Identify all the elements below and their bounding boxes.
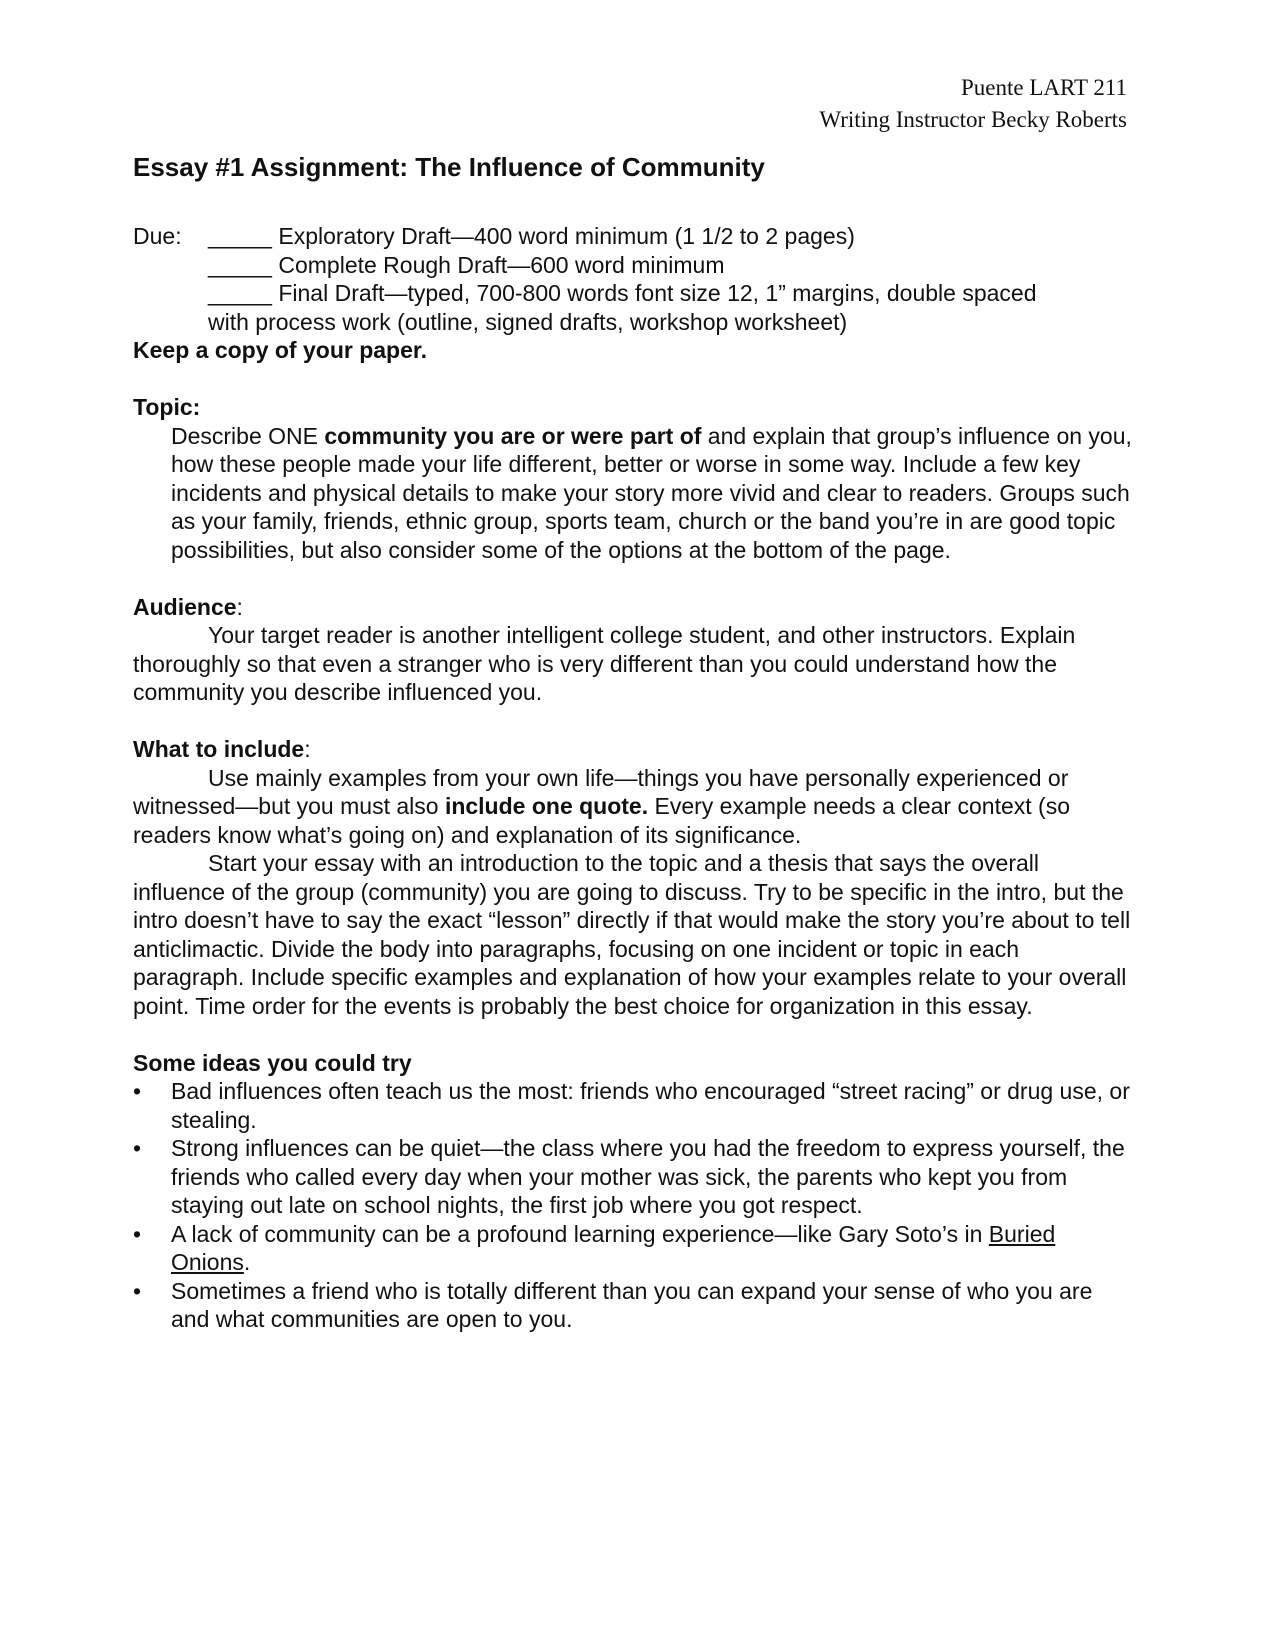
list-item: • Bad influences often teach us the most: friends who encouraged “street racing” or drug use, or stealing. (133, 1078, 1130, 1133)
due-blank: _____ (208, 251, 272, 278)
include-paragraph-2: Start your essay with an introduction to the topic and a thesis that says the overall influence of the group (community) you are going to discuss. Try to be specific in the intro, but the intro doesn’t have to say the exact “lesson” directly if that would make the story you’re about to tell anticlimactic. Divide the body into paragraphs, focusing on one incident or topic in each paragraph. Include specific examples and explanation of how your examples relate to your overall point. Time order for the events is probably the best choice for organization in this essay. (133, 850, 1131, 1019)
include-heading-line: What to include: (133, 736, 311, 762)
topic-rest: and explain that group’s influence on you, how these people made your life different, better or worse in some way. Include a few key incidents and physical details to make your story more vivid and clear to readers. Groups such as your family, friends, ethnic group, sports team, church or the band you’re in are good topic possibilities, but also consider some of the options at the bottom of the page. (171, 422, 1132, 563)
instructor-name: Writing Instructor Becky Roberts (819, 107, 1127, 132)
audience-body: Your target reader is another intelligent college student, and other instructors. Explain thoroughly so that even a stranger who is very different than you could understand how the community you describe influenced you. (133, 622, 1076, 705)
course-header (819, 72, 1127, 136)
list-item: • Strong influences can be quiet—the class where you had the freedom to express yourself, the friends who called every day when your mother was sick, the parents who kept you from staying out late on school nights, the first job where you got respect. (133, 1135, 1125, 1218)
due-item-final: Final Draft—typed, 700-800 words font size 12, 1” margins, double spaced (278, 280, 1037, 306)
audience-heading-line: Audience: (133, 593, 243, 620)
topic-emphasis: community you are or were part of (324, 422, 702, 449)
due-label: Due: (133, 223, 182, 249)
topic-heading: Topic: (133, 394, 201, 420)
include-quote-emphasis: include one quote. (444, 793, 649, 819)
ideas-heading: Some ideas you could try (133, 1049, 412, 1076)
due-section (133, 222, 1133, 336)
list-item: • A lack of community can be a profound learning experience—like Gary Soto’s in Buried Onions. (133, 1220, 1056, 1275)
bullet-icon: • (133, 1135, 142, 1161)
include-paragraph-1: Use mainly examples from your own life—things you have personally experienced or witnessed—but you must also include one quote. Every example needs a clear context (so readers know what’s going on) and explanation of its significance. (133, 764, 1070, 848)
ideas-list (133, 1077, 1133, 1334)
keep-copy-note: Keep a copy of your paper. (133, 337, 427, 363)
due-row-1 (133, 222, 1133, 251)
due-row-3 (133, 279, 1133, 308)
list-item: • Sometimes a friend who is totally different than you can expand your sense of who you are and what communities are open to you. (133, 1277, 1093, 1332)
course-name: Puente LART 211 (961, 75, 1127, 100)
due-blank: _____ (208, 280, 272, 306)
document-body (133, 222, 1133, 1334)
due-blank: _____ (208, 223, 272, 249)
bullet-icon: • (133, 1277, 142, 1304)
page-title: Essay #1 Assignment: The Influence of Community (133, 152, 765, 182)
audience-heading: Audience (133, 593, 237, 620)
topic-body (133, 422, 1133, 565)
book-title: Buried Onions (171, 1220, 1056, 1275)
due-item-exploratory: Exploratory Draft—400 word minimum (1 1/2 to 2 pages) (278, 223, 855, 249)
due-item-rough: Complete Rough Draft—600 word minimum (278, 251, 725, 278)
bullet-icon: • (133, 1220, 142, 1247)
topic-lead: Describe ONE (171, 422, 325, 449)
due-row-2 (133, 251, 1133, 280)
include-heading: What to include (133, 736, 305, 762)
due-continuation: with process work (outline, signed drafts, workshop worksheet) (208, 308, 848, 335)
bullet-icon: • (133, 1078, 142, 1104)
